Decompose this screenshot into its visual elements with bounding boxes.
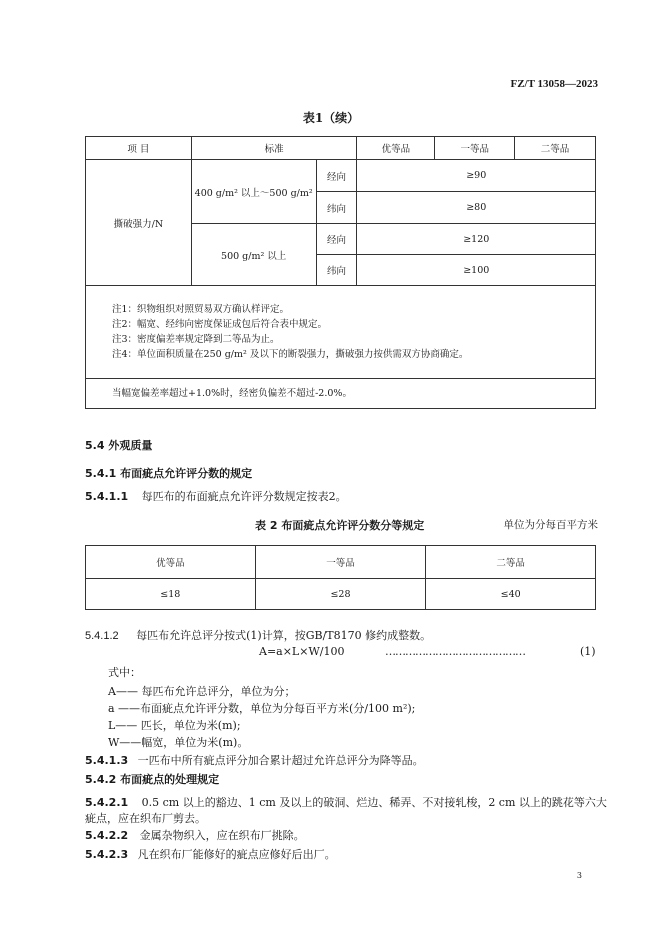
note-2: 注2：幅宽、经纬向密度保证成包后符合表中规定。 [112,319,328,330]
clause-text: 一匹布中所有疵点评分加合累计超过允许总评分为降等品。 [137,754,424,767]
table2-value-first: ≤28 [255,579,426,610]
group2-warp-value: ≥120 [357,224,596,255]
clause-number: 5.4.1.1 [85,490,129,503]
table2-value-second: ≤40 [426,579,596,610]
note-4: 注4：单位面积质量在250 g/m² 及以下的断裂强力，撕破强力按供需双方协商确定。 [112,349,469,360]
where-label: 式中： [108,666,141,679]
clause-5-4-2-1 [85,794,607,810]
clause-number: 5.4.1.3 [85,754,129,767]
clause-5-4-1-2 [85,627,431,643]
group1-weft-value: ≥80 [357,192,596,224]
definition-a: a ——布面疵点允许评分数，单位为分每百平方米(分/100 m²); [108,702,416,715]
clause-text: 0.5 cm 以上的豁边、1 cm 及以上的破洞、烂边、稀弄、不对接轧梭，2 cm 以上的跳花等六大 [141,796,607,809]
table2-title: 表 2 布面疵点允许评分数分等规定 [255,519,425,532]
group1-weft: 纬向 [316,192,357,224]
header-grade-premium: 优等品 [357,137,435,160]
table2-header-second: 二等品 [426,546,596,579]
clause-number: 5.4.2.3 [85,848,129,861]
clause-5-4-2-3 [85,846,336,862]
table2-header-premium: 优等品 [86,546,256,579]
clause-5-4-2-1-cont: 疵点，应在织布厂剪去。 [85,812,206,825]
group1-label: 400 g/m² 以上～500 g/m² [191,160,316,224]
note-3: 注3：密度偏差率规定降到二等品为止。 [112,334,280,345]
row-label-tear-strength: 撕破强力/N [86,160,192,286]
group1-warp-value: ≥90 [357,160,596,192]
table2-value-premium: ≤18 [86,579,256,610]
group1-warp: 经向 [316,160,357,192]
table2 [85,545,596,610]
group2-label: 500 g/m² 以上 [191,224,316,286]
clause-5-4-2-2 [85,827,305,843]
table2-unit: 单位为分每百平方米 [503,519,598,531]
header-standard: 标准 [191,137,357,160]
header-grade-second: 二等品 [515,137,596,160]
clause-number: 5.4.2.1 [85,796,129,809]
header-grade-first: 一等品 [435,137,515,160]
table1-notes [86,286,596,379]
header-item: 项 目 [86,137,192,160]
clause-text: 金属杂物织入，应在织布厂挑除。 [139,829,305,842]
formula: A=a×L×W/100 [259,645,345,658]
table1-title: 表1（续） [302,111,360,125]
definition-A: A—— 每匹布允许总评分，单位为分； [108,685,296,698]
clause-text: 每匹布的布面疵点允许评分数规定按表2。 [141,490,347,503]
section-5-4-1: 5.4.1 布面疵点允许评分数的规定 [85,467,253,480]
definition-W: W——幅宽，单位为米(m)。 [108,736,249,749]
table1 [85,136,596,409]
group2-weft: 纬向 [316,255,357,286]
group2-warp: 经向 [316,224,357,255]
clause-number: 5.4.2.2 [85,829,129,842]
page-number: 3 [576,871,582,880]
clause-text: 每匹布允许总评分按式(1)计算，按GB/T8170 修约成整数。 [136,629,432,642]
section-5-4-2: 5.4.2 布面疵点的处理规定 [85,773,220,786]
table1-footer-note: 当幅宽偏差率超过+1.0%时，经密负偏差不超过-2.0%。 [86,379,596,409]
table2-header-first: 一等品 [255,546,426,579]
clause-text: 凡在织布厂能修好的疵点应修好后出厂。 [137,848,336,861]
clause-number: 5.4.1.2 [85,630,119,642]
section-5-4: 5.4 外观质量 [85,439,153,452]
standard-code: FZ/T 13058—2023 [510,78,598,90]
formula-number: (1) [580,645,596,658]
clause-5-4-1-3 [85,752,424,768]
group2-weft-value: ≥100 [357,255,596,286]
definition-L: L—— 匹长，单位为米(m); [108,719,241,732]
clause-5-4-1-1 [85,488,347,504]
formula-leader: …………………………………… [385,645,525,658]
note-1: 注1：织物组织对照贸易双方确认样评定。 [112,304,290,315]
